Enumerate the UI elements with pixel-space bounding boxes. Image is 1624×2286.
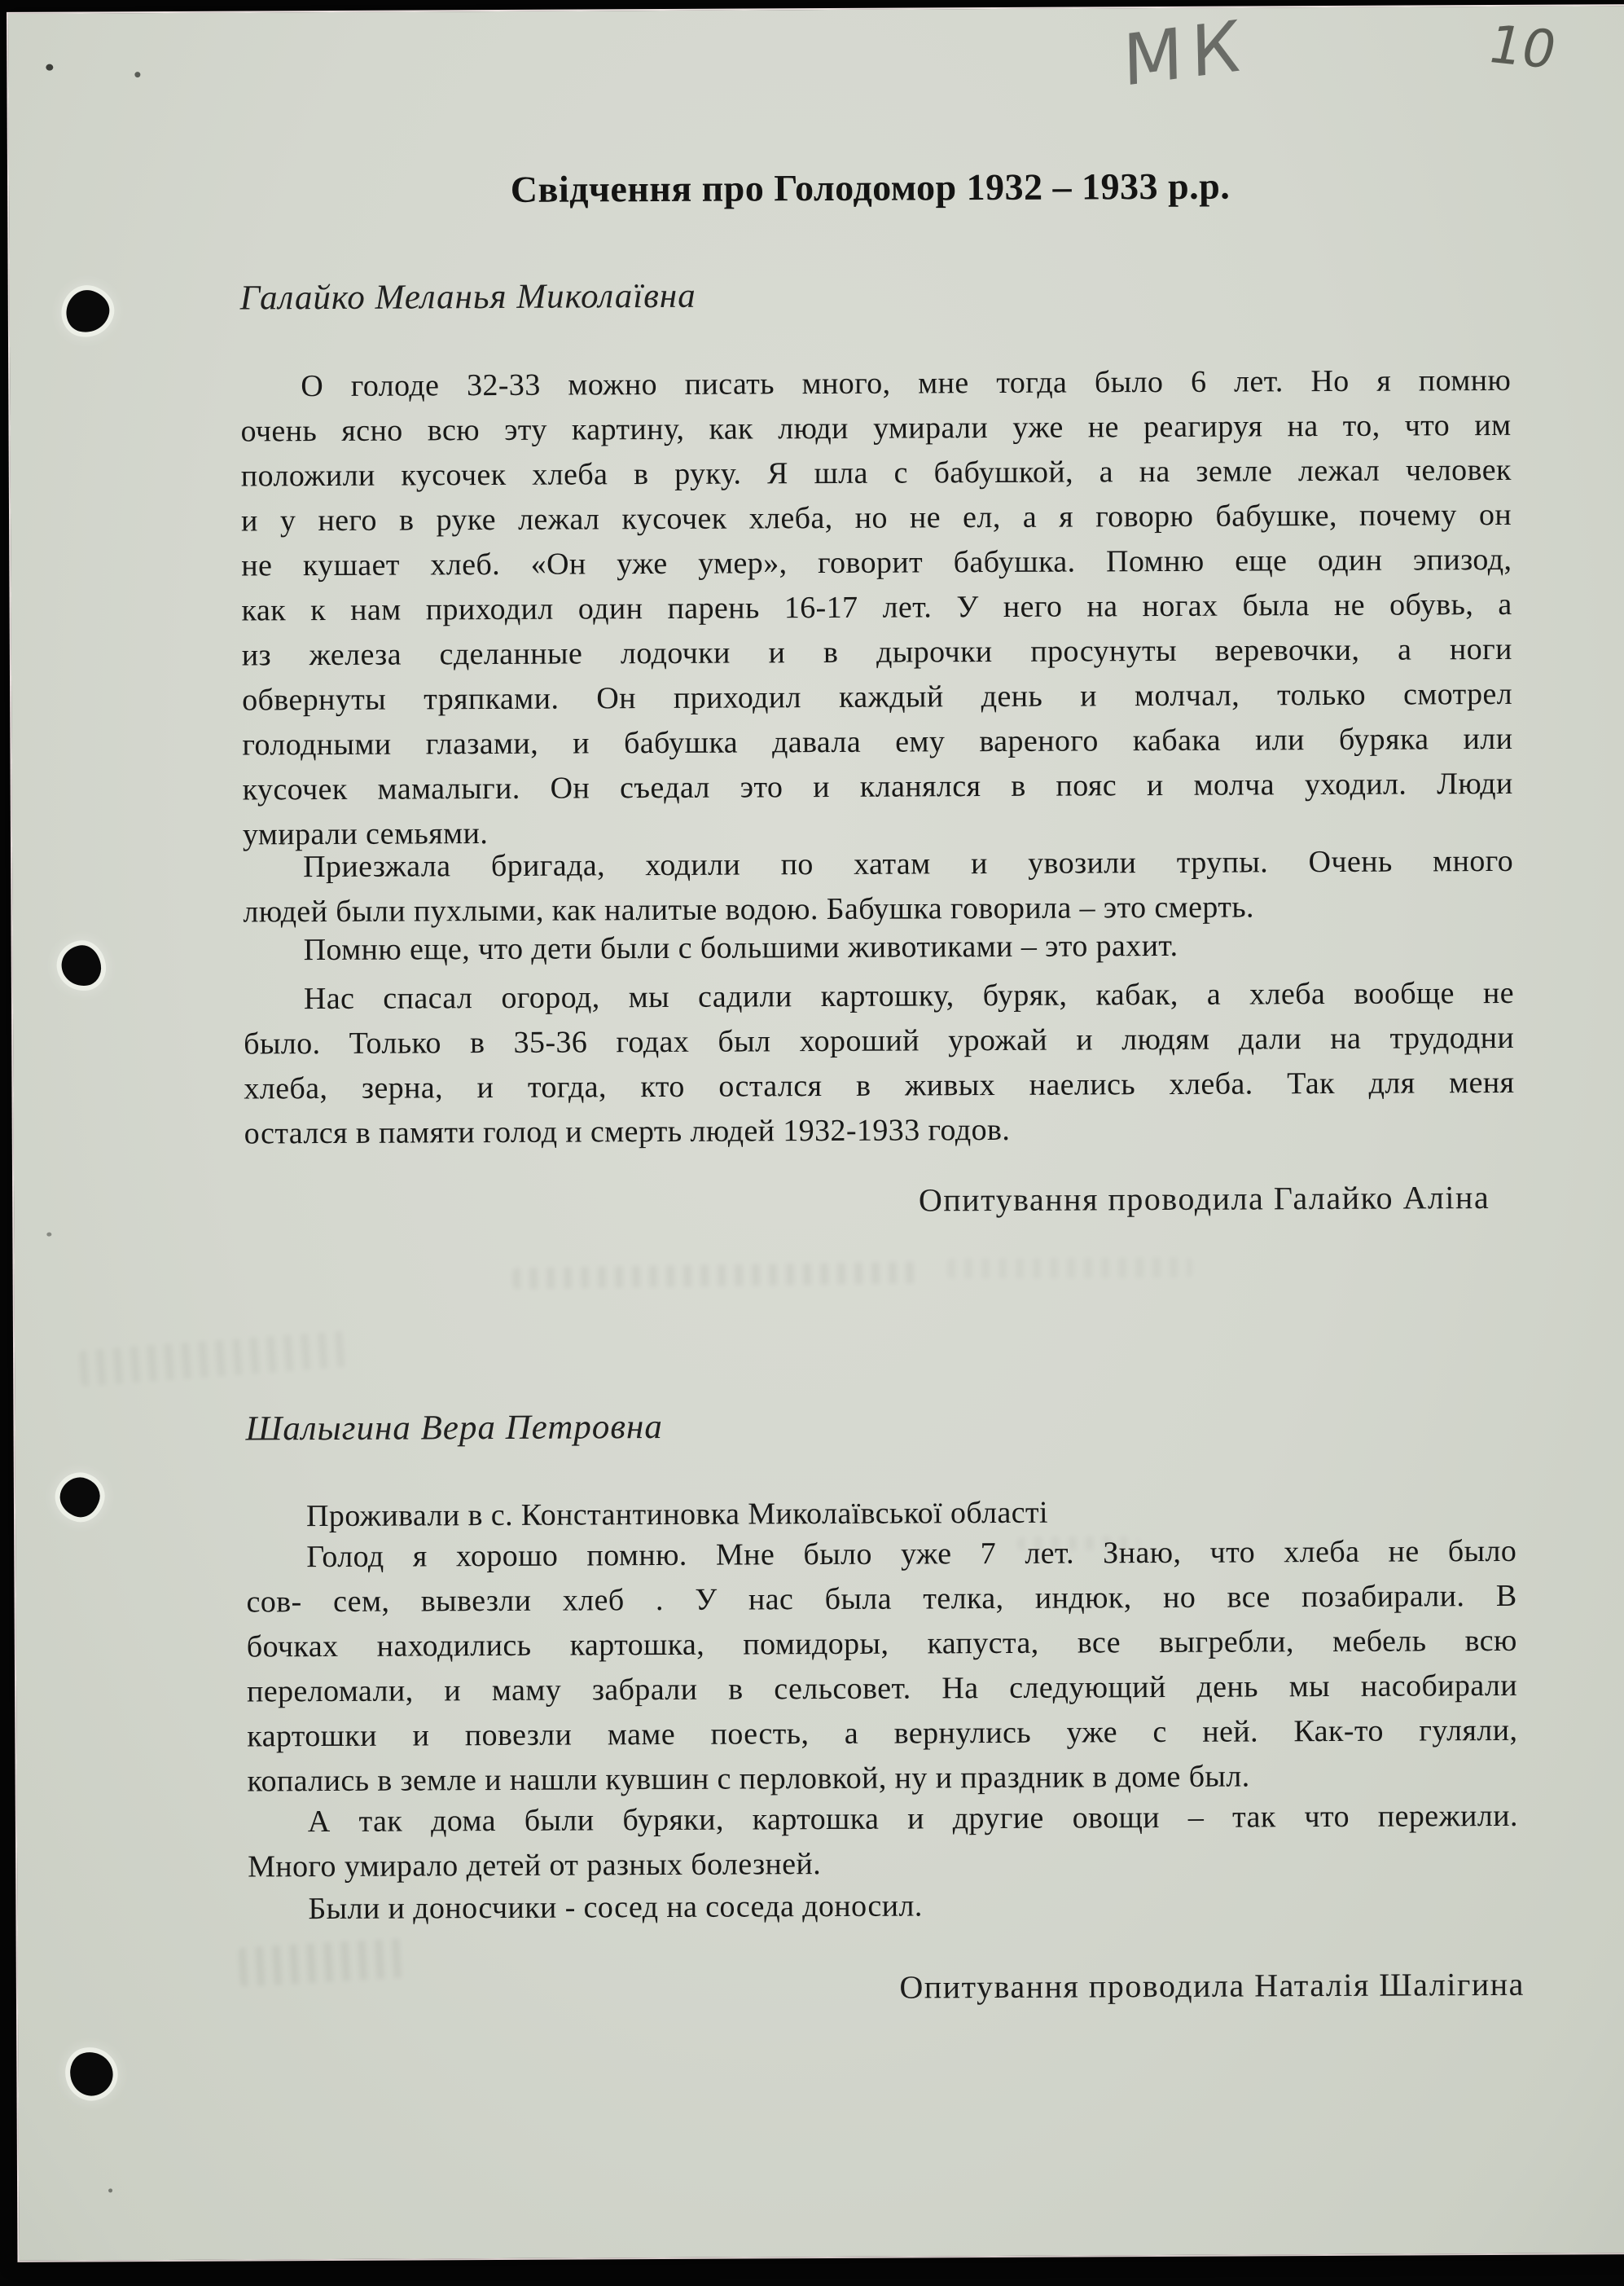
interviewer-attribution: Опитування проводила Галайко Аліна [918,1179,1490,1219]
text-line: остался в памяти голод и смерть людей 1932-1933 годов. [244,1112,1011,1151]
text-line: положили кусочек хлеба в руку. Я шла с бабушкой, а на земле лежал человек [240,452,1512,494]
testimony-paragraph [248,1794,1519,1890]
dust-speck [281,841,285,845]
interviewer-attribution: Опитування проводила Наталія Шалігина [899,1965,1525,2006]
witness-name-heading: Галайко Меланья Миколаївна [239,276,696,318]
dust-speck [46,64,53,71]
testimony-paragraph [240,358,1513,858]
dust-speck [108,2188,112,2192]
bleedthrough-smudge [239,1938,407,1987]
bleedthrough-smudge [947,1258,1192,1278]
text-line: Много умирало детей от разных болезней. [248,1847,822,1884]
text-line: А так дома были буряки, картошка и другие овощи – так что пережили. [307,1798,1518,1840]
text-line: О голоде 32-33 можно писать много, мне тогда было 6 лет. Но я помню [301,363,1512,404]
bleedthrough-smudge [79,1330,349,1387]
handwritten-initials: МК [1121,4,1250,103]
text-line: Помню еще, что дети были с большими животиками – это рахит. [303,928,1178,968]
hole-punch [59,943,103,988]
testimony-paragraph [246,1529,1518,1805]
testimony-paragraph [248,1881,1518,1932]
hole-punch [62,286,113,337]
text-line: переломали, и маму забрали в сельсовет. На следующий день мы насобирали [246,1668,1518,1709]
handwritten-page-number: 10 [1481,15,1563,81]
text-line: Были и доносчики - сосед на соседа доносил. [308,1888,923,1927]
text-line: обвернуты тряпками. Он приходил каждый день и молчал, только смотрел [242,676,1513,718]
text-line: умирали семьями. [242,816,489,852]
witness-name-heading: Шалыгина Вера Петровна [245,1407,663,1449]
text-line: людей были пухлыми, как налитые водою. Бабушка говорила – это смерть. [243,890,1255,930]
testimony-paragraph [244,971,1515,1157]
text-line: Голод я хорошо помню. Мне было уже 7 лет. Знаю, что хлеба не было [306,1533,1517,1575]
text-line: Проживали в с. Константиновка Миколаївської області [305,1495,1049,1534]
testimony-paragraph [244,922,1514,974]
testimony-paragraph [243,839,1514,935]
hole-punch [65,2047,117,2101]
text-line: Приезжала бригада, ходили по хатам и увозили трупы. Очень много [303,843,1514,885]
text-line: из железа сделанные лодочки и в дырочки просунуты веревочки, а ноги [241,631,1512,673]
text-line: картошки и повезли маме поесть, а вернулись уже с ней. Как-то гуляли, [247,1712,1518,1754]
text-line: кусочек мамалыги. Он съедал это и кланялся в пояс и молча уходил. Люди [242,766,1513,807]
text-line: сов- сем, вывезли хлеб . У нас была телка, индюк, но все позабирали. В [246,1578,1517,1620]
hole-punch [55,1471,105,1522]
text-line: голодными глазами, и бабушка давала ему вареного кабака или буряка или [242,721,1513,763]
text-line: очень ясно всю эту картину, как люди умирали уже не реагируя на то, что им [240,407,1512,449]
text-line: бочках находились картошка, помидоры, капуста, все выгребли, мебель всю [246,1623,1517,1664]
text-line: не кушает хлеб. «Он уже умер», говорит бабушка. Помню еще один эпизод, [241,542,1512,583]
dust-speck [134,72,140,77]
text-line: копались в земле и нашли кувшин с перловкой, ну и праздник в доме был. [247,1759,1250,1799]
text-line: хлеба, зерна, и тогда, кто остался в живых наелись хлеба. Так для меня [244,1065,1515,1106]
scanned-page [7,4,1624,2262]
text-line: как к нам приходил один парень 16-17 лет. У него на ногах была не обувь, а [241,587,1512,628]
document-title: Свідчення про Голодомор 1932 – 1933 р.р. [510,165,1231,210]
text-line: Нас спасал огород, мы садили картошку, буряк, кабак, а хлеба вообще не [303,975,1515,1017]
dust-speck [46,1233,51,1237]
text-line: и у него в руке лежал кусочек хлеба, но не ел, а я говорю бабушке, почему он [240,497,1512,539]
bleedthrough-smudge [512,1262,920,1290]
text-line: было. Только в 35-36 годах был хороший урожай и людям дали на трудодни [244,1020,1515,1062]
